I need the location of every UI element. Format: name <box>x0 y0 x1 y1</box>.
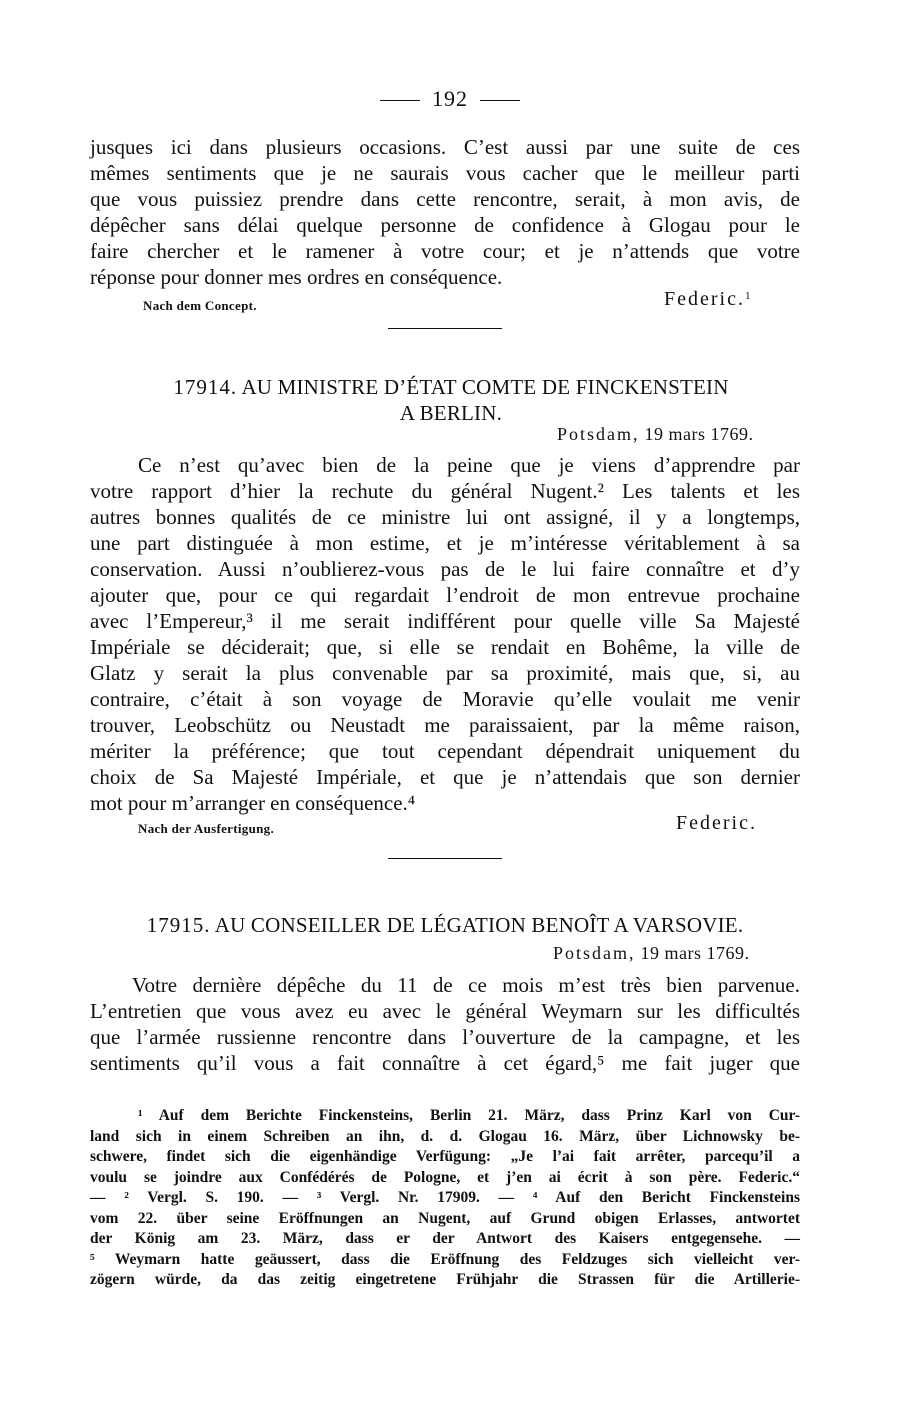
footnote-line: ¹ Auf dem Berichte Finckensteins, Berlin 21. März, dass Prinz Karl von Cur- <box>138 1107 800 1124</box>
text-line: mot pour m’arranger en conséquence.⁴ <box>90 791 416 815</box>
place-date <box>553 943 750 964</box>
text-line: Impériale se déciderait; que, si elle se rendait en Bohême, la ville de <box>90 635 800 659</box>
footnote-line: voulu se joindre aux Confédérés de Pologne, et j’en ai écrit à son père. Federic.“ <box>90 1168 800 1186</box>
place-date <box>557 424 754 445</box>
page-number-dash-right <box>480 100 520 101</box>
text-line: mêmes sentiments que je ne saurais vous cacher que le meilleur parti <box>90 161 800 185</box>
signature: Federic. <box>676 812 757 834</box>
place: Potsdam, <box>553 943 636 963</box>
text-line: Votre dernière dépêche du 11 de ce mois m’est très bien parvenue. <box>132 973 800 997</box>
text-line: mériter la préférence; que tout cependant dépendrait uniquement du <box>90 739 800 763</box>
text-line: sentiments qu’il vous a fait connaître à cet égard,⁵ me fait juger que <box>90 1051 800 1075</box>
text-line: dépêcher sans délai quelque personne de confidence à Glogau pour le <box>90 213 800 237</box>
footnote-line: vom 22. über seine Eröffnungen an Nugent, auf Grund obigen Erlasses, antwortet <box>90 1209 800 1227</box>
text-line: une part distinguée à mon estime, et je m’intéresse véritablement à sa <box>90 531 800 555</box>
letter-title: AU CONSEILLER DE LÉGATION BENOÎT A VARSOVIE. <box>214 913 744 937</box>
page-number-dash-left <box>380 100 420 101</box>
footnote-line: ⁵ Weymarn hatte geäussert, dass die Eröffnung des Feldzuges sich vielleicht ver- <box>90 1250 800 1268</box>
text-line: L’entretien que vous avez eu avec le général Weymarn sur les difficultés <box>90 999 800 1023</box>
text-line: que l’armée russienne rencontre dans l’ouverture de la campagne, et les <box>90 1025 800 1049</box>
letter-number: 17914. <box>173 375 238 399</box>
text-line: faire chercher et le ramener à votre cour; et je n’attends que votre <box>90 239 800 263</box>
footnote-line: schwere, findet sich die eigenhändige Verfügung: „Je l’ai fait arrêter, parcequ’il a <box>90 1148 800 1165</box>
text-line: choix de Sa Majesté Impériale, et que je n’attendais que son dernier <box>90 765 800 789</box>
footnote-line: — ² Vergl. S. 190. — ³ Vergl. Nr. 17909. — ⁴ Auf den Bericht Finckensteins <box>90 1189 800 1206</box>
letter-heading-17914 <box>116 374 786 426</box>
footnote-line: land sich in einem Schreiben an ihn, d. d. Glogau 16. März, über Lichnowsky be- <box>90 1127 800 1145</box>
footnote-line: der König am 23. März, dass er der Antwort des Kaisers entgegensehe. — <box>90 1230 800 1247</box>
text-line: votre rapport d’hier la rechute du général Nugent.² Les talents et les <box>90 479 800 503</box>
text-line: conservation. Aussi n’oublierez-vous pas de le lui faire connaître et d’y <box>90 557 800 581</box>
footnotes <box>90 1106 800 1291</box>
section-separator <box>388 328 502 329</box>
text-line: autres bonnes qualités de ce ministre lui ont assigné, il y a longtemps, <box>90 505 800 529</box>
paragraph-continuation <box>90 134 800 290</box>
signature: Federic.$^1$ <box>664 288 753 310</box>
date: 19 mars 1769. <box>640 943 750 963</box>
text-line: contraire, c’était à son voyage de Moravie qu’elle voulait me venir <box>90 687 800 711</box>
text-line: Ce n’est qu’avec bien de la peine que je viens d’apprendre par <box>138 453 800 477</box>
text-line: ajouter que, pour ce qui regardait l’endroit de mon entrevue prochaine <box>90 583 800 607</box>
text-line: réponse pour donner mes ordres en conséquence. <box>90 265 503 289</box>
text-line: jusques ici dans plusieurs occasions. C’est aussi par une suite de ces <box>90 135 800 159</box>
source-note: Nach dem Concept. <box>143 298 257 313</box>
place: Potsdam, <box>557 424 640 444</box>
section-separator <box>388 858 502 859</box>
letter-body-17914 <box>90 452 800 816</box>
letter-number: 17915. <box>146 913 211 937</box>
text-line: avec l’Empereur,³ il me serait indifférent pour quelle ville Sa Majesté <box>90 609 800 633</box>
page-number: 192 <box>0 86 900 112</box>
text-line: trouver, Leobschütz ou Neustadt me paraissaient, par la même raison, <box>90 713 800 737</box>
letter-title-line2: A BERLIN. <box>399 401 503 425</box>
text-line: Glatz y serait la plus convenable par sa proximité, mais que, si, au <box>90 661 800 685</box>
letter-body-17915 <box>90 972 800 1076</box>
footnote-line: zögern würde, da das zeitig eingetretene Frühjahr die Strassen für die Artillerie- <box>90 1271 800 1288</box>
text-line: que vous puissiez prendre dans cette rencontre, serait, à mon avis, de <box>90 187 800 211</box>
date: 19 mars 1769. <box>644 424 754 444</box>
letter-title: AU MINISTRE D’ÉTAT COMTE DE FINCKENSTEIN <box>241 375 729 399</box>
letter-heading-17915 <box>90 912 800 938</box>
source-note: Nach der Ausfertigung. <box>138 821 275 836</box>
